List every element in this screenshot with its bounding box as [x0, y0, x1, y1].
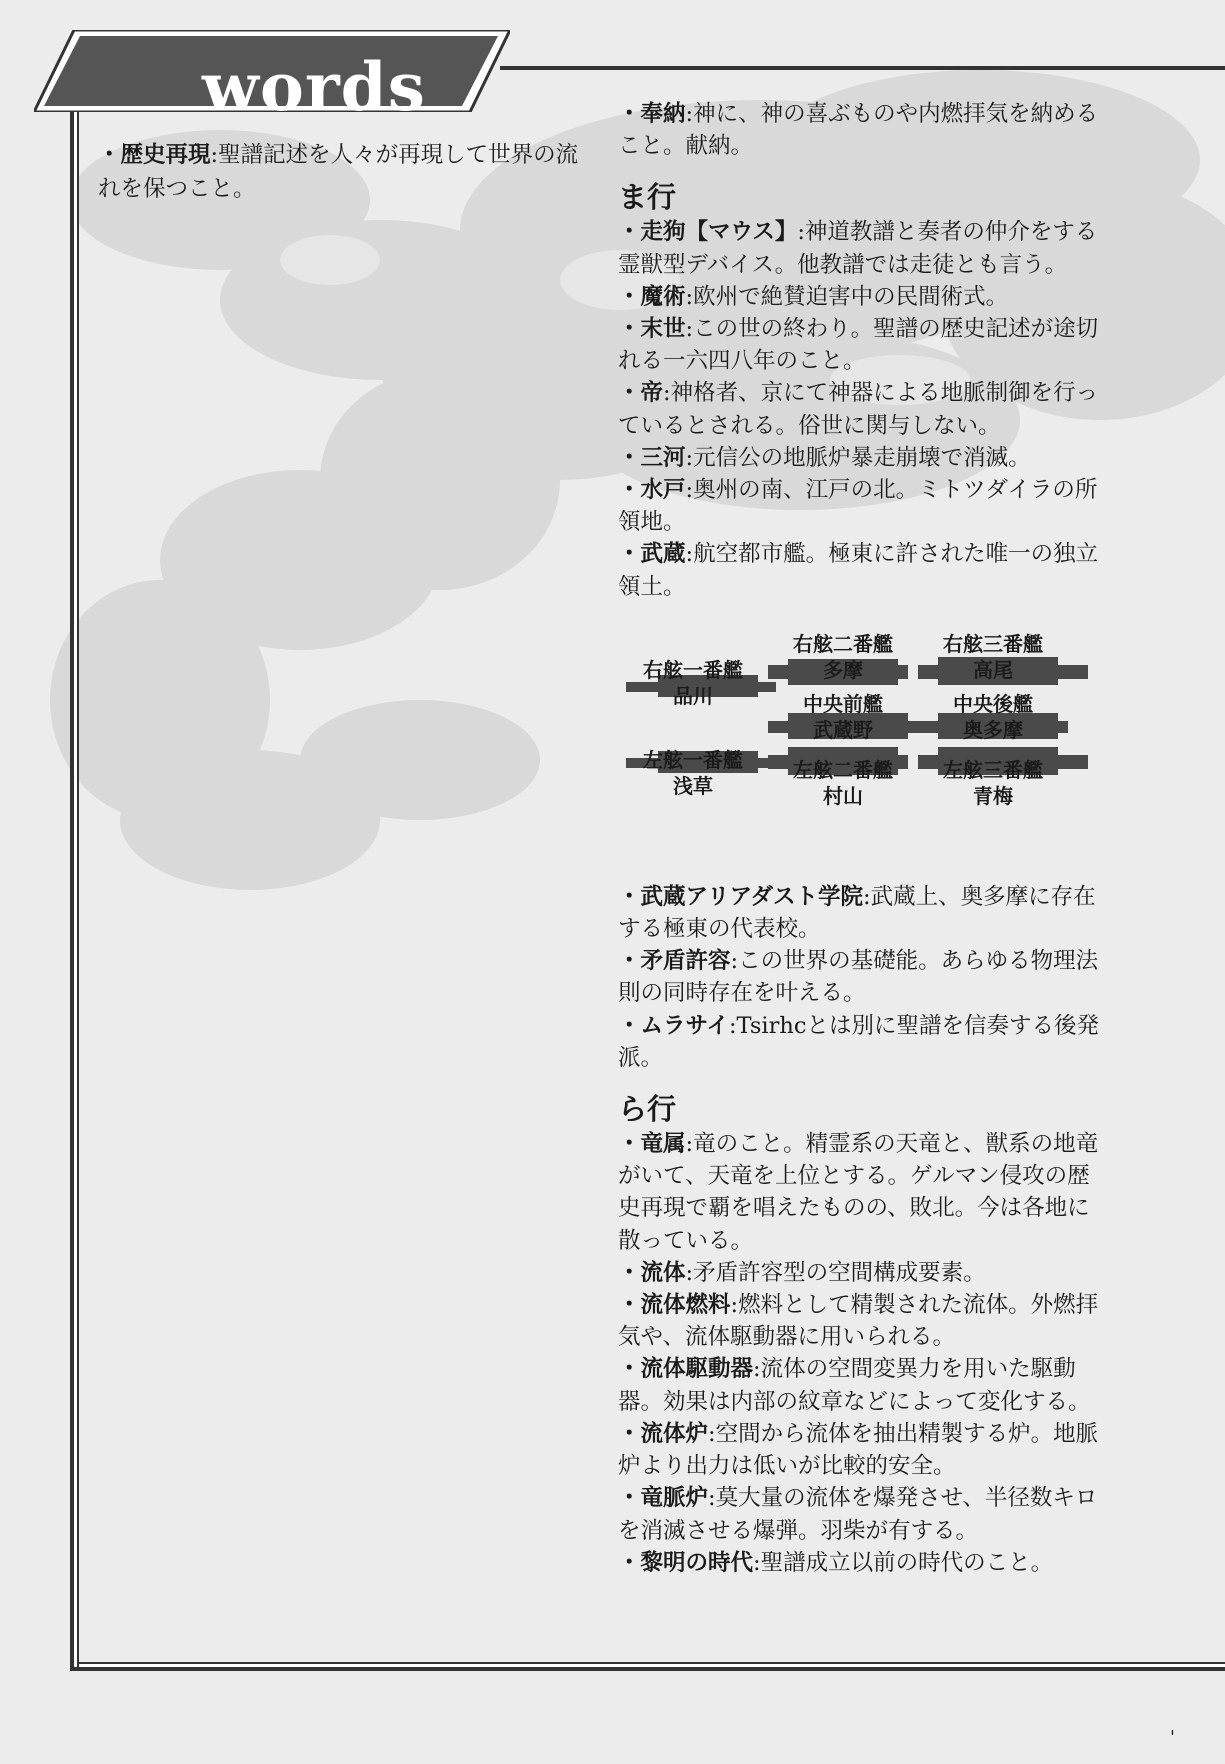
entry-desc: :矛盾許容型の空間構成要素。: [685, 1259, 986, 1286]
section-heading-ra: ら行: [618, 1092, 677, 1127]
entry-term: ・水戸: [618, 477, 686, 504]
glossary-entry: [618, 1547, 1108, 1579]
ship-label: 左舷二番艦 村山: [793, 757, 893, 808]
page-mark: ': [1170, 1727, 1175, 1748]
entry-term: ・竜脈炉: [618, 1485, 709, 1512]
ship-label: 右舷一番艦 品川: [643, 657, 743, 708]
ship-label: 右舷三番艦 高尾: [943, 631, 1043, 682]
entry-desc: :この世界の基礎能。あらゆる物理法則の同時存在を叶える。: [618, 948, 1099, 1007]
section-heading-ma: ま行: [618, 180, 677, 215]
entry-desc: :竜のこと。精霊系の天竜と、獣系の地竜がいて、天竜を上位とする。ゲルマン侵攻の歴史再現で覇を唱えたものの、敗北。今は各地に散っている。: [618, 1131, 1099, 1254]
entry-desc: :燃料として精製された流体。外燃拝気や、流体駆動器に用いられる。: [618, 1292, 1099, 1351]
entry-term: ・武蔵アリアダスト学院: [618, 883, 864, 910]
entry-term: ・矛盾許容: [618, 948, 731, 975]
glossary-entry: [618, 1482, 1108, 1546]
entry-desc: :流体の空間変異力を用いた駆動器。効果は内部の紋章などによって変化する。: [618, 1356, 1091, 1415]
entry-desc: :航空都市艦。極東に許された唯一の独立領土。: [618, 541, 1099, 600]
ship-label: 中央前艦 武蔵野: [803, 691, 883, 742]
glossary-entry: [618, 945, 1108, 1009]
glossary-entry: [618, 1010, 1108, 1074]
entry-desc: :この世の終わり。聖譜の歴史記述が途切れる一六四八年のこと。: [618, 316, 1099, 375]
glossary-entry: [618, 1418, 1108, 1482]
entry-desc: :Tsirhcとは別に聖譜を信奏する後発派。: [618, 1012, 1099, 1071]
entry-term: ・流体駆動器: [618, 1356, 754, 1383]
left-column: [98, 138, 598, 206]
entry-desc: :聖譜記述を人々が再現して世界の流れを保つこと。: [98, 142, 579, 202]
entry-desc: :欧州で絶賛迫害中の民間術式。: [685, 283, 1009, 310]
entry-desc: :武蔵上、奥多摩に存在する極東の代表校。: [618, 883, 1096, 943]
entry-term: ・奉納: [618, 101, 686, 127]
ships-diagram: [618, 631, 1108, 835]
page-title: words: [202, 48, 426, 126]
entry-term: ・武蔵: [618, 541, 686, 568]
glossary-entry: [618, 538, 1108, 602]
entry-term: ・竜属: [618, 1131, 686, 1158]
title-banner: [34, 30, 510, 126]
entry-term: ・流体炉: [618, 1420, 709, 1447]
glossary-entry: [618, 442, 1108, 474]
entry-term: ・三河: [618, 444, 686, 471]
glossary-entry: [618, 313, 1108, 377]
entry-term: ・ムラサイ: [618, 1012, 729, 1039]
glossary-entry: [618, 1353, 1108, 1417]
entry-desc: :空間から流体を抽出精製する炉。地脈炉より出力は低いが比較的安全。: [618, 1420, 1099, 1480]
entry-term: ・魔術: [618, 283, 686, 310]
entry-term: ・帝: [618, 380, 664, 407]
glossary-entry: [618, 1257, 1108, 1289]
entry-desc: :神格者、京にて神器による地脈制御を行っているとされる。俗世に関与しない。: [618, 380, 1099, 439]
entry-desc: :莫大量の流体を爆発させ、半径数キロを消滅させる爆弾。羽柴が有する。: [618, 1485, 1098, 1544]
entry-desc: :神に、神の喜ぶものや内燃拝気を納めること。献納。: [618, 101, 1099, 160]
ship-label: 左舷三番艦 青梅: [943, 757, 1043, 808]
entry-term: ・走狗【マウス】: [618, 219, 798, 246]
entry-term: ・黎明の時代: [618, 1549, 754, 1576]
entry-desc: :神道教譜と奏者の仲介をする霊獣型デバイス。他教譜では走徒とも言う。: [618, 219, 1098, 278]
entry-desc: :奥州の南、江戸の北。ミトツダイラの所領地。: [618, 477, 1098, 536]
entry-term: ・流体燃料: [618, 1292, 731, 1319]
right-column: [618, 98, 1108, 1579]
glossary-entry: [618, 216, 1108, 280]
glossary-entry: [618, 1289, 1108, 1353]
glossary-entry: [618, 98, 1108, 162]
ship-label: 右舷二番艦 多摩: [793, 631, 893, 682]
entry-desc: :元信公の地脈炉暴走崩壊で消滅。: [685, 444, 1031, 471]
entry-term: ・流体: [618, 1259, 686, 1286]
glossary-entry: [618, 377, 1108, 441]
ship-label: 中央後艦 奥多摩: [953, 691, 1033, 742]
glossary-entry: [98, 138, 598, 206]
ship-label: 左舷一番艦 浅草: [643, 747, 743, 798]
glossary-entry: [618, 1128, 1108, 1257]
glossary-entry: [618, 281, 1108, 313]
glossary-entry: [618, 474, 1108, 538]
header-rule: [500, 66, 1225, 70]
entry-term: ・末世: [618, 316, 686, 343]
glossary-entry: [618, 881, 1108, 945]
entry-term: ・歴史再現: [98, 142, 211, 168]
entry-desc: :聖譜成立以前の時代のこと。: [753, 1549, 1054, 1576]
